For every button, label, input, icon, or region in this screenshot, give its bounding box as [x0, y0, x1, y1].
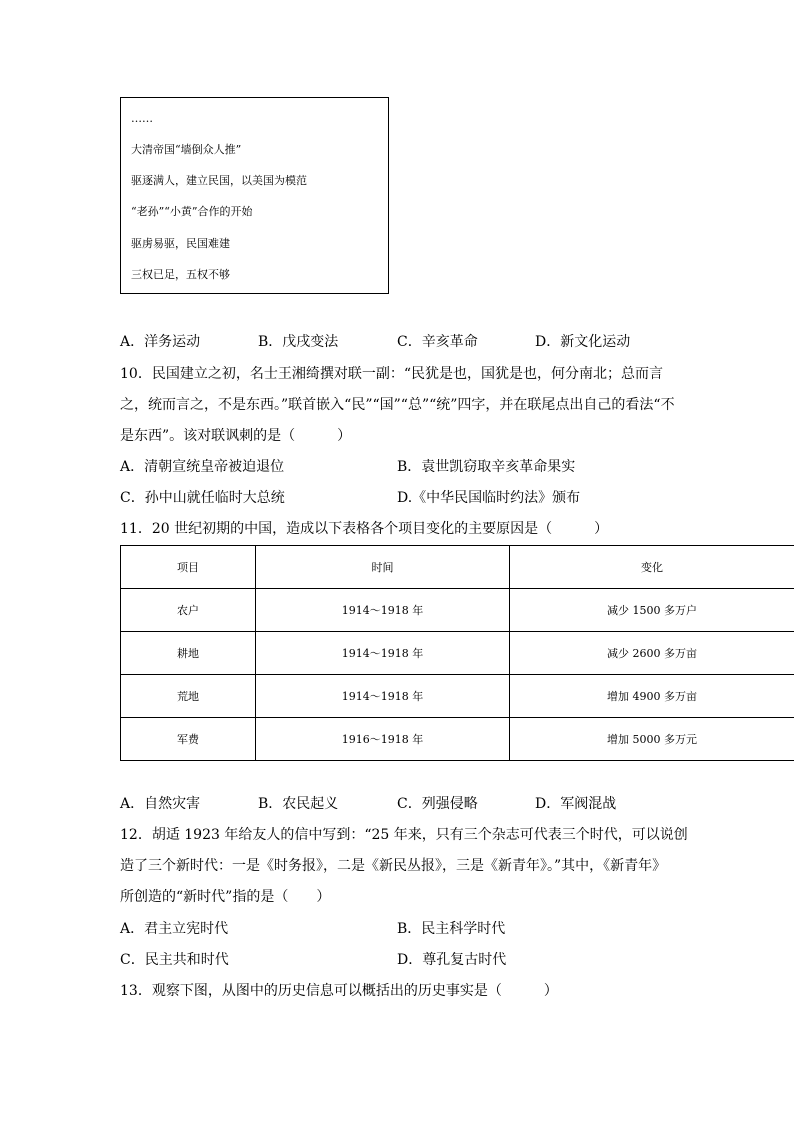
- q11-option-a: A．自然灾害: [120, 796, 201, 812]
- q11-option-b: B．农民起义: [258, 796, 339, 812]
- table-cell: 增加 5000 多万元: [510, 718, 794, 761]
- table-header-cell: 时间: [256, 546, 510, 589]
- table-cell: 1914～1918 年: [256, 675, 510, 718]
- table-cell: 1914～1918 年: [256, 589, 510, 632]
- q12-stem-line: 造了三个新时代：一是《时务报》，二是《新民丛报》，三是《新青年》。”其中，《新青年》: [120, 858, 667, 874]
- q10-option-a: A．清朝宣统皇帝被迫退位: [120, 459, 285, 475]
- q12-stem-line: 所创造的“新时代”指的是（ ）: [120, 889, 331, 905]
- quote-line: 驱逐满人，建立民国，以美国为模范: [131, 174, 307, 187]
- table-cell: 军费: [121, 718, 256, 761]
- q9-option-a: A．洋务运动: [120, 334, 201, 350]
- q12-option-d: D．尊孔复古时代: [397, 952, 507, 968]
- quote-line: 大清帝国“墙倒众人推”: [131, 143, 242, 156]
- table-header-cell: 项目: [121, 546, 256, 589]
- q10-option-c: C．孙中山就任临时大总统: [120, 490, 285, 506]
- table-cell: 减少 1500 多万户: [510, 589, 794, 632]
- q12-option-c: C．民主共和时代: [120, 952, 229, 968]
- table-row: [121, 589, 794, 632]
- quote-line: 驱虏易驱，民国难建: [131, 237, 230, 250]
- table-row: [121, 675, 794, 718]
- q11-table: [120, 545, 794, 761]
- table-cell: 1916～1918 年: [256, 718, 510, 761]
- q12-option-b: B．民主科学时代: [397, 921, 506, 937]
- q12-option-a: A．君主立宪时代: [120, 921, 229, 937]
- q12-stem-line: 12．胡适 1923 年给友人的信中写到：“25 年来，只有三个杂志可代表三个时代，可以说创: [120, 827, 688, 843]
- q10-stem-line: 是东西”。该对联讽刺的是（ ）: [120, 428, 352, 444]
- table-cell: 荒地: [121, 675, 256, 718]
- quote-line: ……: [131, 112, 153, 125]
- q11-option-c: C．列强侵略: [397, 796, 478, 812]
- q10-option-b: B．袁世凯窃取辛亥革命果实: [397, 459, 576, 475]
- table-header-row: [121, 546, 794, 589]
- q10-option-d: D.《中华民国临时约法》颁布: [397, 490, 581, 506]
- table-header-cell: 变化: [510, 546, 794, 589]
- quote-line: “老孙”“小黄”合作的开始: [131, 205, 253, 218]
- table-cell: 1914～1918 年: [256, 632, 510, 675]
- q11-stem: 11．20 世纪初期的中国，造成以下表格各个项目变化的主要原因是（ ）: [120, 521, 609, 537]
- q9-option-c: C．辛亥革命: [397, 334, 478, 350]
- table-cell: 减少 2600 多万亩: [510, 632, 794, 675]
- quote-line: 三权已足，五权不够: [131, 268, 230, 281]
- table-cell: 增加 4900 多万亩: [510, 675, 794, 718]
- table-cell: 耕地: [121, 632, 256, 675]
- q13-stem: 13．观察下图，从图中的历史信息可以概括出的历史事实是（ ）: [120, 983, 558, 999]
- q11-option-d: D．军阀混战: [535, 796, 617, 812]
- table-row: [121, 632, 794, 675]
- table-row: [121, 718, 794, 761]
- q9-option-b: B．戊戌变法: [258, 334, 339, 350]
- table-cell: 农户: [121, 589, 256, 632]
- q10-stem-line: 之，统而言之，不是东西。”联首嵌入“民”“国”“总”“统”四字，并在联尾点出自己的看法“不: [120, 397, 675, 413]
- q9-option-d: D．新文化运动: [535, 334, 631, 350]
- quote-box: [120, 97, 389, 294]
- q10-stem-line: 10．民国建立之初，名士王湘绮撰对联一副：“民犹是也，国犹是也，何分南北；总而言: [120, 366, 663, 382]
